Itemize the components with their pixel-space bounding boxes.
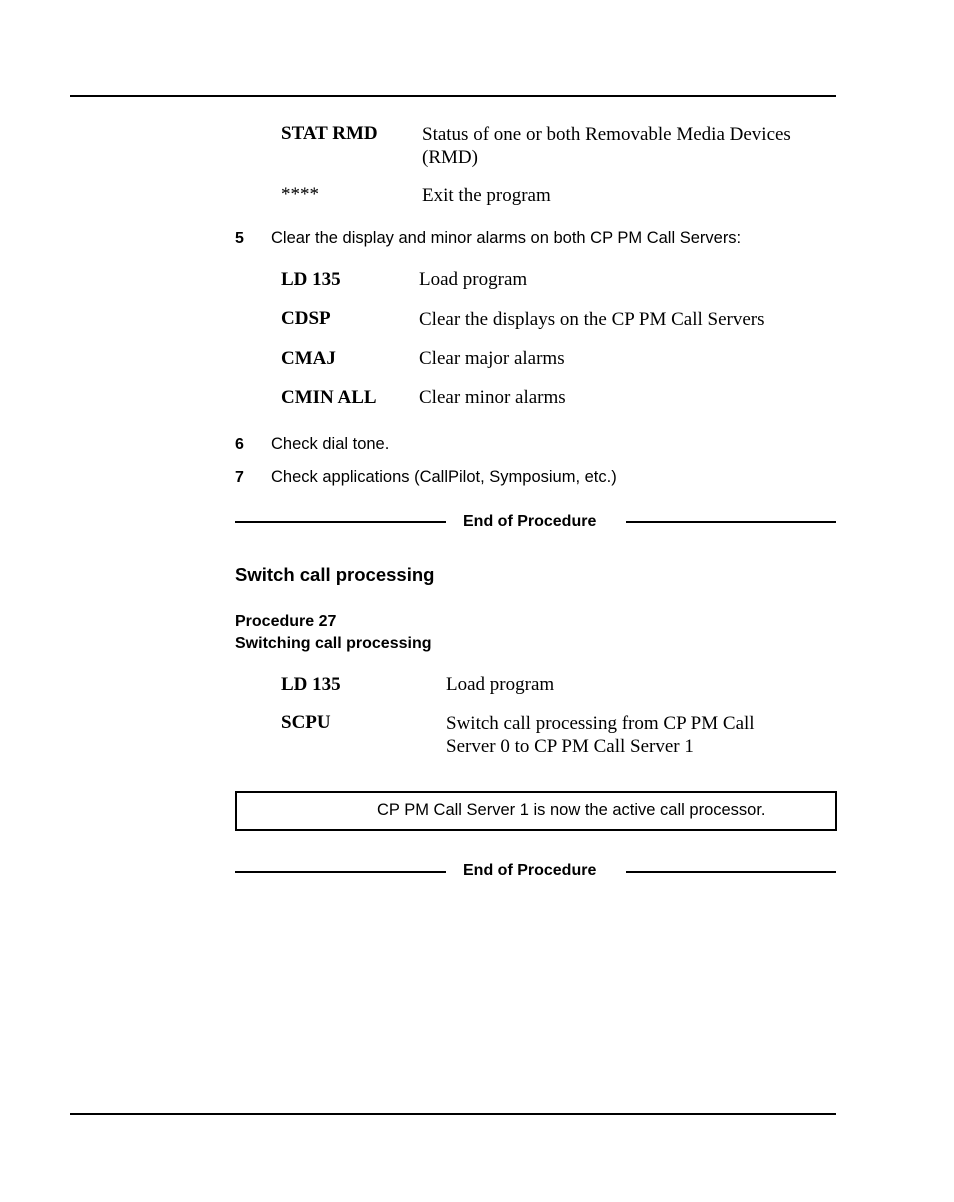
command-cdsp: CDSP <box>281 308 331 329</box>
step-text-6: Check dial tone. <box>271 435 390 453</box>
command-desc-ld135: Load program <box>419 269 528 290</box>
command-exit: **** <box>281 184 319 205</box>
note-text: CP PM Call Server 1 is now the active call processor. <box>377 801 766 819</box>
end-of-procedure-rule-right <box>626 521 836 523</box>
command-desc-cdsp: Clear the displays on the CP PM Call Servers <box>419 309 765 330</box>
end-of-procedure-rule-right-2 <box>626 871 836 873</box>
command-stat-rmd: STAT RMD <box>281 123 378 144</box>
command-desc-cmin-all: Clear minor alarms <box>419 387 566 408</box>
procedure-title: Switching call processing <box>235 635 432 652</box>
command-cmin-all: CMIN ALL <box>281 387 377 408</box>
step-text-5: Clear the display and minor alarms on both CP PM Call Servers: <box>271 229 742 247</box>
command-desc-exit: Exit the program <box>422 185 551 206</box>
note-box <box>235 791 837 831</box>
section-heading: Switch call processing <box>235 564 435 585</box>
command-desc-scpu-line2: Server 0 to CP PM Call Server 1 <box>446 736 694 757</box>
bottom-rule <box>70 1113 836 1115</box>
step-number-5: 5 <box>235 230 244 247</box>
end-of-procedure-rule-left-2 <box>235 871 446 873</box>
command-desc-scpu-line1: Switch call processing from CP PM Call <box>446 713 755 734</box>
command-desc-stat-rmd-line1: Status of one or both Removable Media Devices <box>422 124 791 145</box>
command-ld135-switch: LD 135 <box>281 674 341 695</box>
command-desc-cmaj: Clear major alarms <box>419 348 565 369</box>
command-ld135: LD 135 <box>281 269 341 290</box>
step-number-7: 7 <box>235 469 244 486</box>
end-of-procedure-label-2: End of Procedure <box>463 862 597 879</box>
command-desc-ld135-switch: Load program <box>446 674 555 695</box>
end-of-procedure-label: End of Procedure <box>463 513 597 530</box>
top-rule <box>70 95 836 97</box>
command-cmaj: CMAJ <box>281 348 336 369</box>
step-number-6: 6 <box>235 436 244 453</box>
command-desc-stat-rmd-line2: (RMD) <box>422 147 478 168</box>
end-of-procedure-rule-left <box>235 521 446 523</box>
procedure-number: Procedure 27 <box>235 613 337 630</box>
step-text-7: Check applications (CallPilot, Symposium, etc.) <box>271 468 617 486</box>
command-scpu: SCPU <box>281 712 331 733</box>
